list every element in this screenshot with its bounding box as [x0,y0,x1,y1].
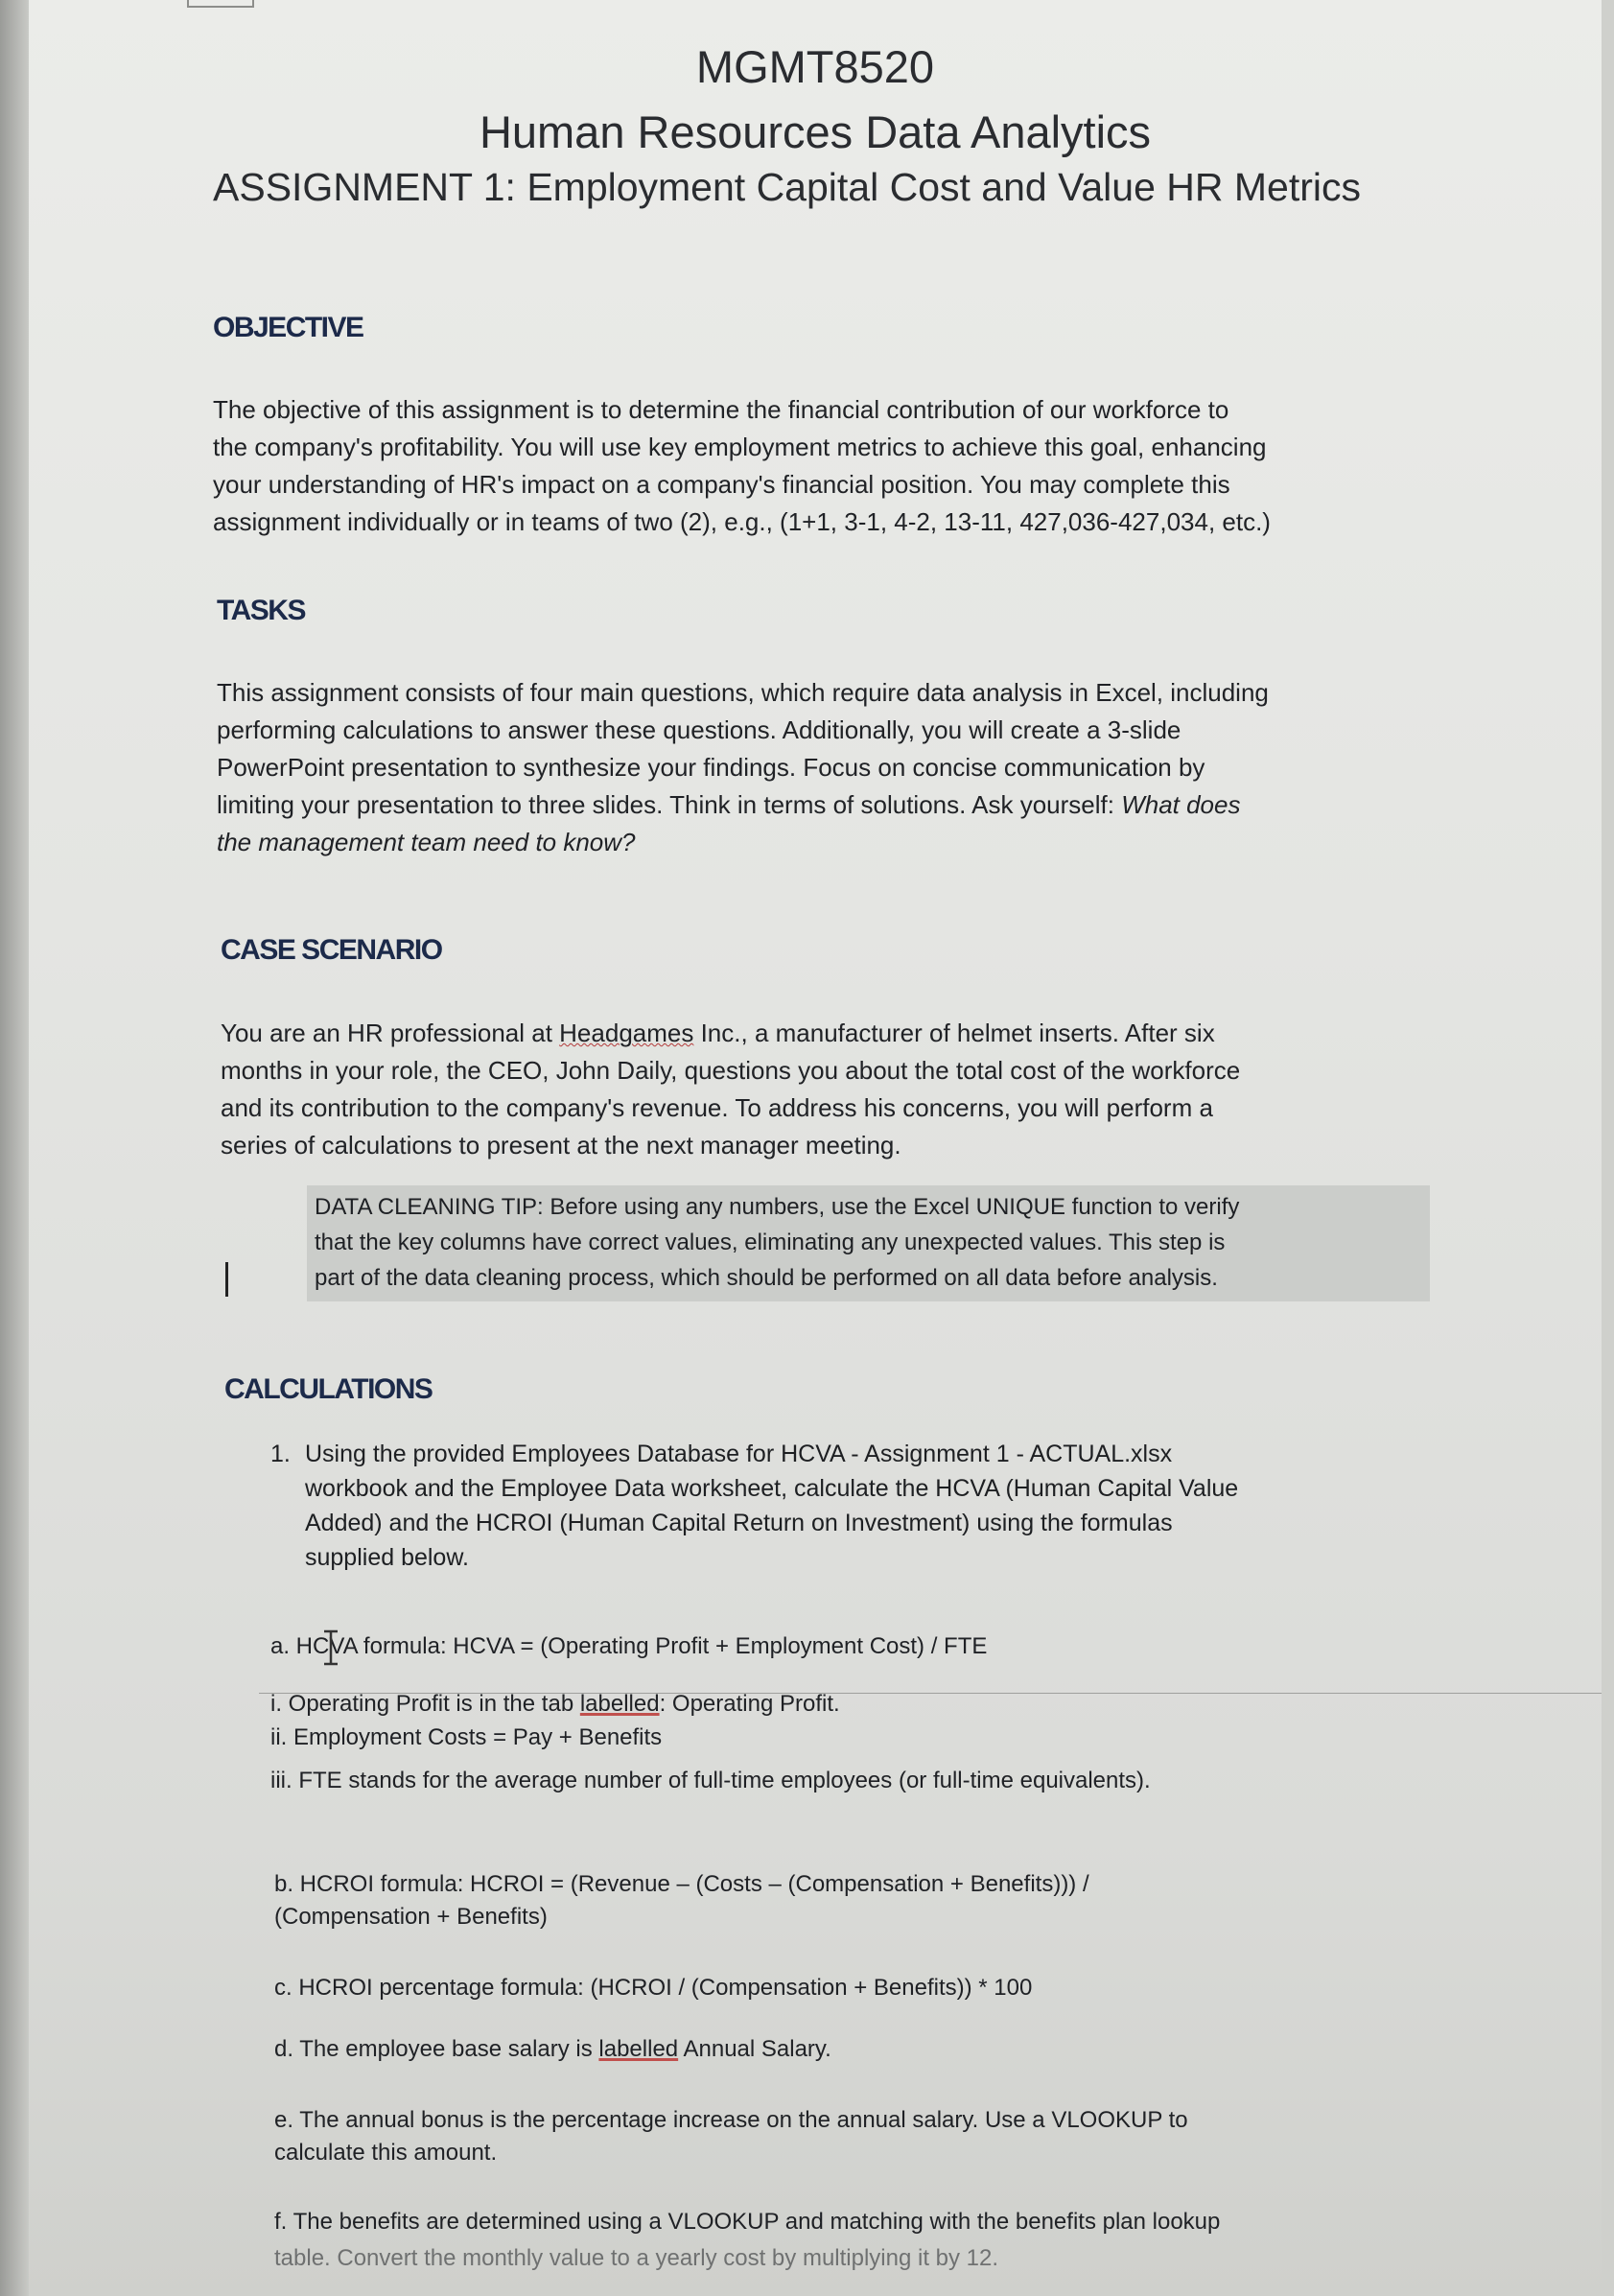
case-line-post: Inc., a manufacturer of helmet inserts. After six [693,1019,1215,1047]
case-line: and its contribution to the company's revenue. To address his concerns, you will perform a [221,1093,1213,1122]
item-a-ii: ii. Employment Costs = Pay + Benefits [270,1724,663,1750]
tasks-line: performing calculations to answer these questions. Additionally, you will create a 3-slide [217,715,1181,744]
objective-line: your understanding of HR's impact on a company's financial position. You may complete this [213,470,1230,499]
objective-paragraph [213,391,1402,541]
labelled-word: labelled [598,2036,679,2062]
course-code: MGMT8520 [695,41,935,92]
item-c-hcroi-percentage: c. HCROI percentage formula: (HCROI / (Compensation + Benefits)) * 100 [274,1975,1033,2001]
data-cleaning-tip-box [307,1185,1430,1301]
q1-line: supplied below. [305,1544,469,1571]
tasks-italic-question: What does [1121,790,1241,819]
case-line-pre: You are an HR professional at [221,1019,560,1047]
item-a-hcva: a. HCVA formula: HCVA = (Operating Profit + Employment Cost) / FTE [270,1633,988,1659]
calculations-heading: CALCULATIONS [224,1373,433,1405]
case-line: series of calculations to present at the next manager meeting. [221,1131,901,1160]
objective-line: The objective of this assignment is to determine the financial contribution of our workforce to [213,395,1229,424]
item-d-pre: d. The employee base salary is [274,2036,599,2062]
item-a-i-pre: i. Operating Profit is in the tab [270,1691,580,1717]
item-a-i [270,1688,840,1721]
tasks-italic-line: the management team need to know? [217,828,636,856]
labelled-word: labelled [579,1691,660,1717]
course-name: Human Resources Data Analytics [479,106,1152,157]
tasks-line: This assignment consists of four main questions, which require data analysis in Excel, including [217,678,1269,707]
tasks-line-text: limiting your presentation to three slides. Think in terms of solutions. Ask yourself: [217,790,1122,819]
objective-line: the company's profitability. You will use key employment metrics to achieve this goal, enhancing [213,433,1267,461]
assignment-title: ASSIGNMENT 1: Employment Capital Cost and Value HR Metrics [213,165,1362,209]
tasks-heading: TASKS [217,595,305,626]
item-d-salary [274,2033,831,2066]
page-corner-mark [187,0,254,8]
item-e-bonus-line2: calculate this amount. [274,2140,498,2166]
item-b-hcroi-line1: b. HCROI formula: HCROI = (Revenue – (Costs – (Compensation + Benefits))) / [274,1871,1089,1897]
tip-line: part of the data cleaning process, which should be performed on all data before analysis. [315,1265,1218,1291]
q1-line: Added) and the HCROI (Human Capital Return on Investment) using the formulas [305,1510,1173,1536]
item-e-bonus-line1: e. The annual bonus is the percentage increase on the annual salary. Use a VLOOKUP to [274,2107,1188,2133]
case-line [221,1015,1410,1052]
question-1-body [305,1437,1408,1575]
case-scenario-heading: CASE SCENARIO [221,934,442,966]
tasks-paragraph [217,674,1406,861]
item-a-iii: iii. FTE stands for the average number of full-time employees (or full-time equivalents). [270,1768,1151,1793]
document-page[interactable] [29,0,1602,2296]
question-1-number: 1. [270,1441,291,1467]
tasks-line [217,786,1406,824]
item-b-hcroi-line2: (Compensation + Benefits) [274,1904,548,1930]
monitor-bezel [0,0,29,2296]
tip-line: DATA CLEANING TIP: Before using any numbers, use the Excel UNIQUE function to verify [315,1194,1240,1220]
item-a-i-post: : Operating Profit. [659,1691,840,1717]
company-name: Headgames [559,1019,694,1047]
item-d-post: Annual Salary. [678,2036,831,2062]
objective-heading: OBJECTIVE [213,312,363,343]
case-line: months in your role, the CEO, John Daily, questions you about the total cost of the workforce [221,1056,1241,1085]
tip-line: that the key columns have correct values, eliminating any unexpected values. This step is [315,1230,1226,1255]
tasks-line: PowerPoint presentation to synthesize your findings. Focus on concise communication by [217,753,1205,782]
q1-line: workbook and the Employee Data worksheet, calculate the HCVA (Human Capital Value [305,1475,1239,1502]
case-scenario-paragraph [221,1015,1410,1164]
item-f-benefits-line2: table. Convert the monthly value to a yearly cost by multiplying it by 12. [274,2245,999,2271]
text-cursor [225,1262,228,1297]
item-f-benefits-line1: f. The benefits are determined using a VLOOKUP and matching with the benefits plan lookup [274,2209,1221,2235]
objective-line: assignment individually or in teams of two (2), e.g., (1+1, 3-1, 4-2, 13-11, 427,036-427,034, etc.) [213,507,1271,536]
ibeam-cursor-icon [316,1628,345,1667]
q1-line: Using the provided Employees Database for HCVA - Assignment 1 - ACTUAL.xlsx [305,1441,1173,1467]
